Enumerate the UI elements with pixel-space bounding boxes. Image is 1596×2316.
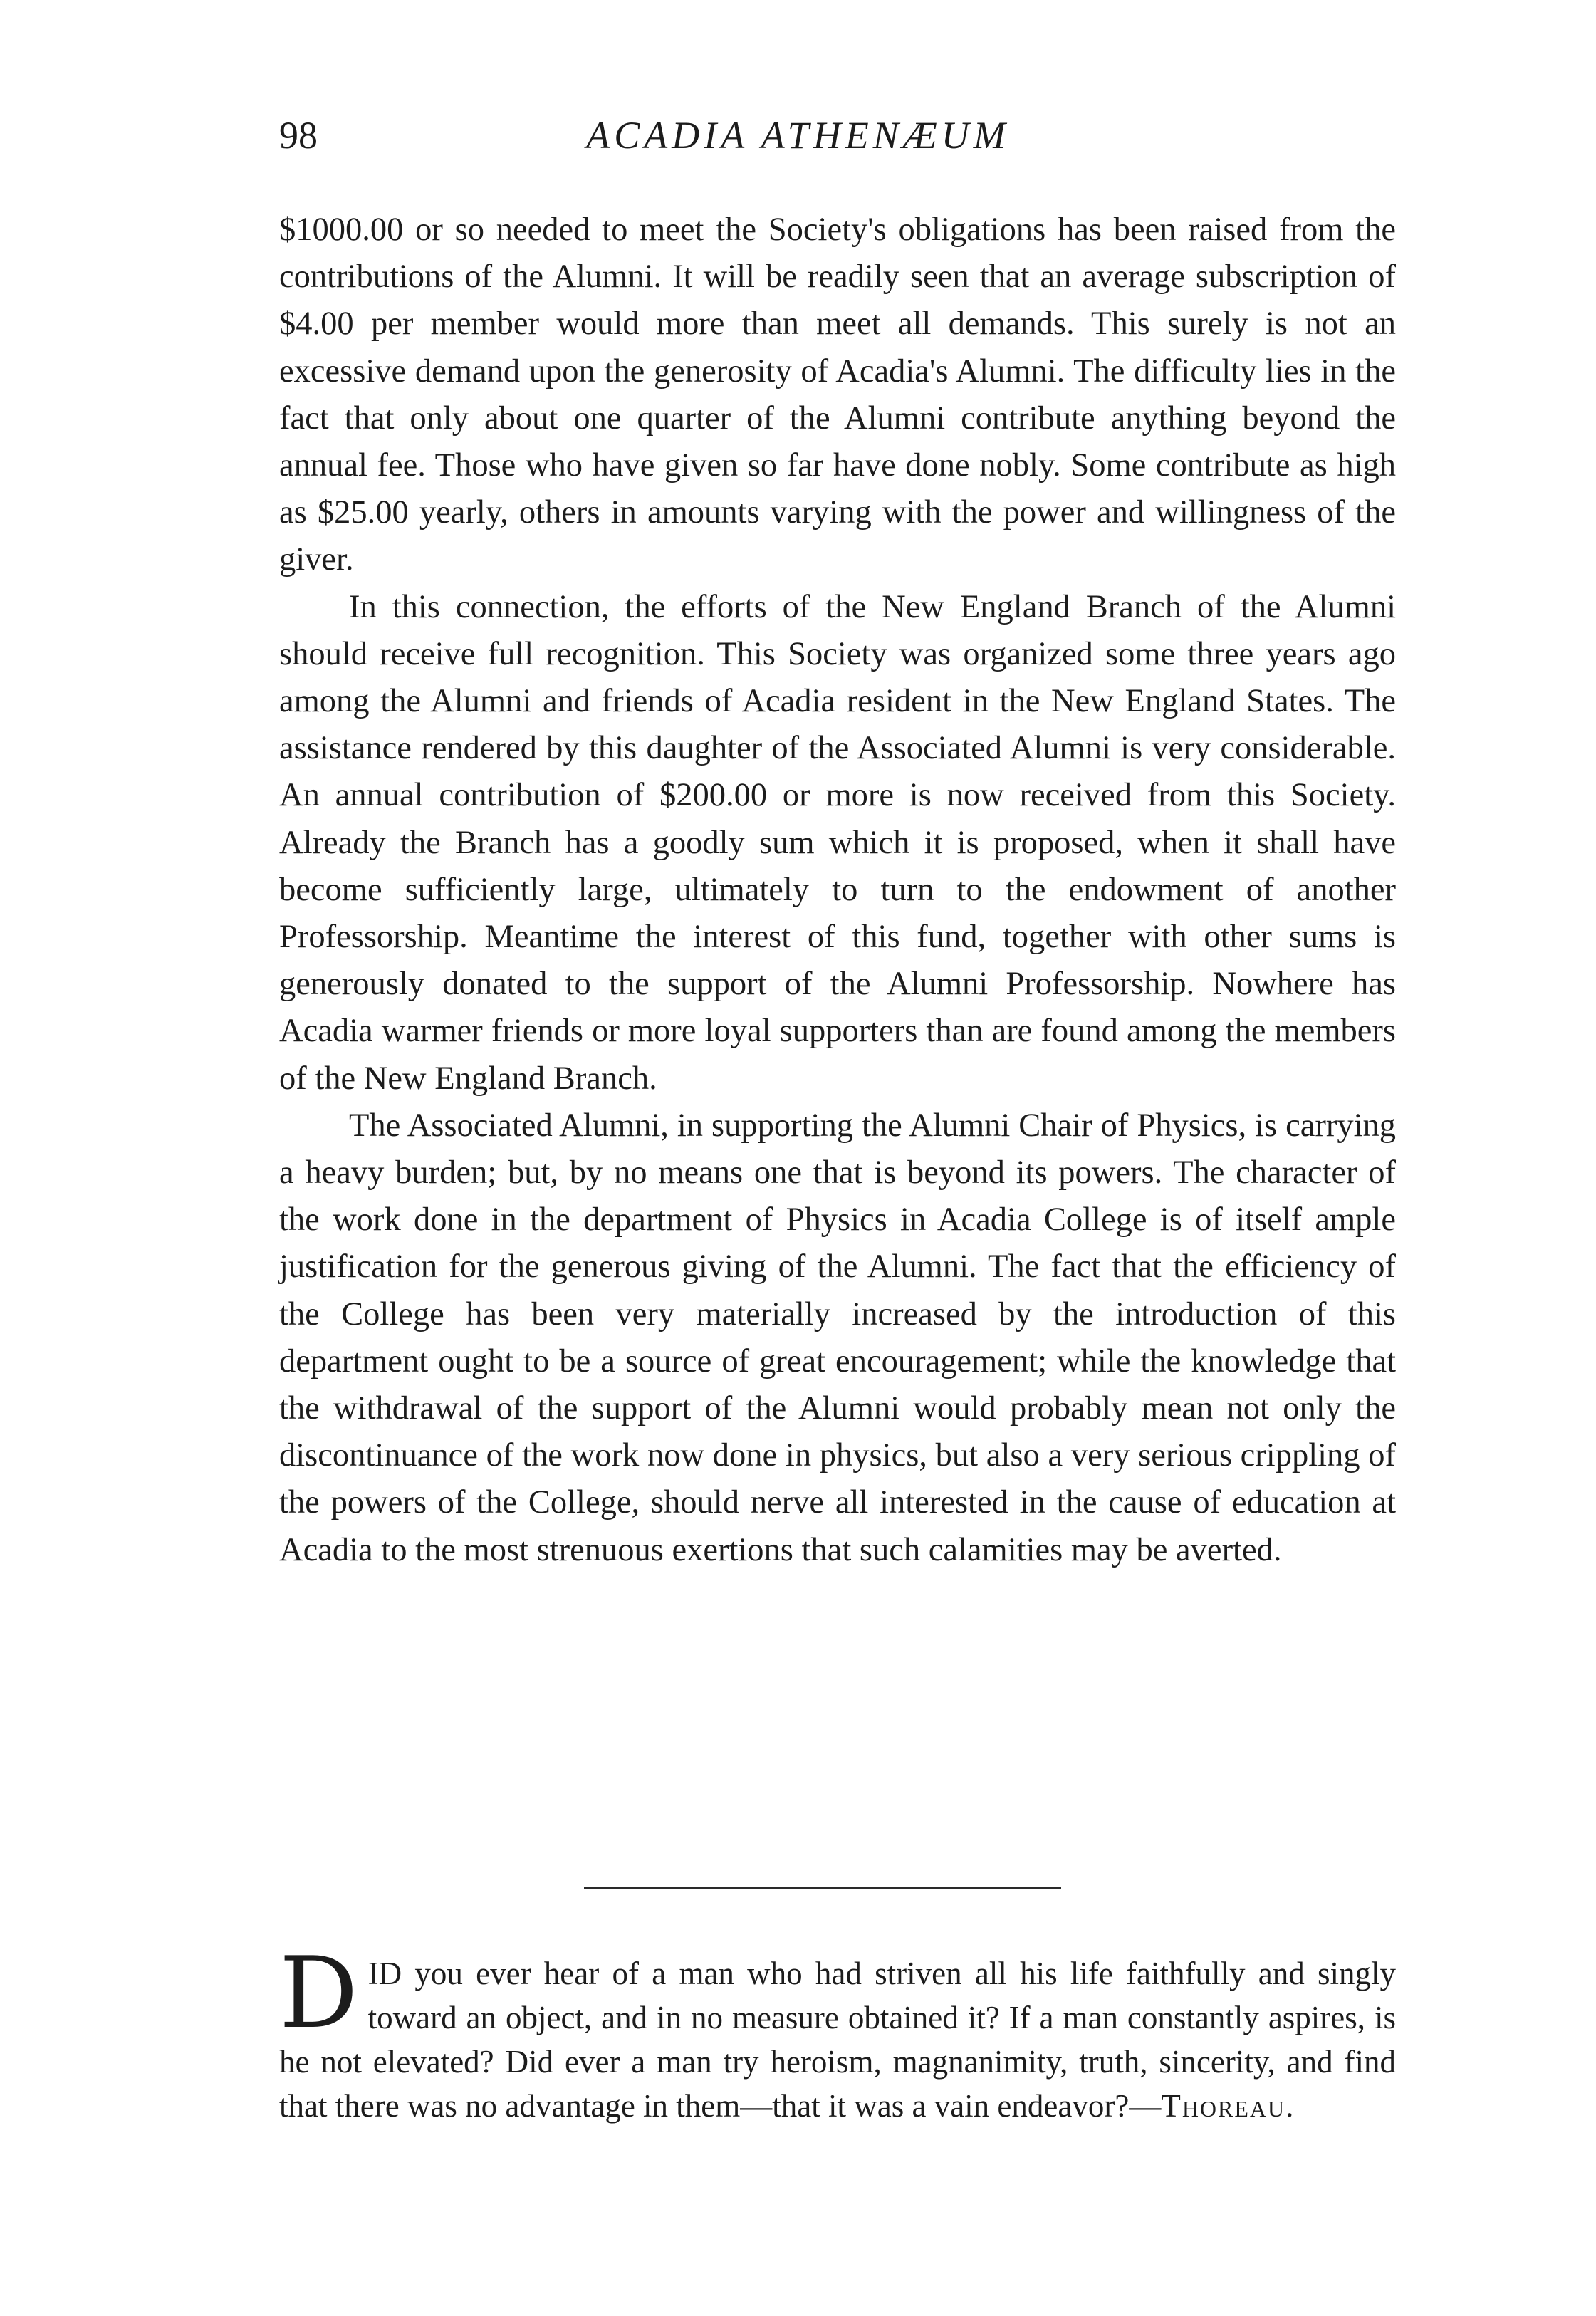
article-body	[279, 207, 1396, 1574]
drop-cap: D	[279, 1936, 358, 2050]
section-separator	[584, 1887, 1061, 1889]
page-number: 98	[279, 114, 318, 157]
paragraph-1: $1000.00 or so needed to meet the Society's obligations has been raised from the contributions of the Alumni. It will be readily seen that an average subscription of $4.00 per member would more than meet all demands. This surely is not an excessive demand upon the generosity of Acadia's Alumni. The difficulty lies in the fact that only about one quarter of the Alumni contribute anything beyond the annual fee. Those who have given so far have done nobly. Some contribute as high as $25.00 yearly, others in amounts varying with the power and willingness of the giver.	[279, 212, 1396, 578]
quote-text: ID you ever hear of a man who had striven all his life faithfully and singly toward an object, and in no measure obtained it? If a man constantly aspires, is he not elevated? Did ever a man try heroism, magnanimity, truth, sincerity, and find that there was no advantage in them—that it was a vain endeavor?—	[279, 1956, 1396, 2124]
running-title: ACADIA ATHENÆUM	[586, 114, 1010, 157]
paragraph-3: The Associated Alumni, in supporting the Alumni Chair of Physics, is carrying a heavy burden; but, by no means one that is beyond its powers. The character of the work done in the department of Physics in Acadia College is of itself ample justification for the generous giving of the Alumni. The fact that the efficiency of the College has been very materially increased by the introduction of this department ought to be a source of great encouragement; while the knowledge that the withdrawal of the support of the Alumni would probably mean not only the discontinuance of the work now done in physics, but also a very serious crippling of the powers of the College, should nerve all interested in the cause of education at Acadia to the most strenuous exertions that such calamities may be averted.	[279, 1107, 1396, 1568]
paragraph-2: In this connection, the efforts of the New England Branch of the Alumni should receive full recognition. This Society was organized some three years ago among the Alumni and friends of Acadia resident in the New England States. The assistance rendered by this daughter of the Associated Alumni is very considerable. An annual contribution of $200.00 or more is now received from this Society. Already the Branch has a goodly sum which it is proposed, when it shall have become sufficiently large, ultimately to turn to the endowment of another Professorship. Meantime the interest of this fund, together with other sums is generously donated to the support of the Alumni Professorship. Nowhere has Acadia warmer friends or more loyal supporters than are found among the members of the New England Branch.	[279, 588, 1396, 1097]
quote-block	[279, 1936, 1396, 2128]
quote-attribution: Thoreau.	[1161, 2088, 1295, 2124]
